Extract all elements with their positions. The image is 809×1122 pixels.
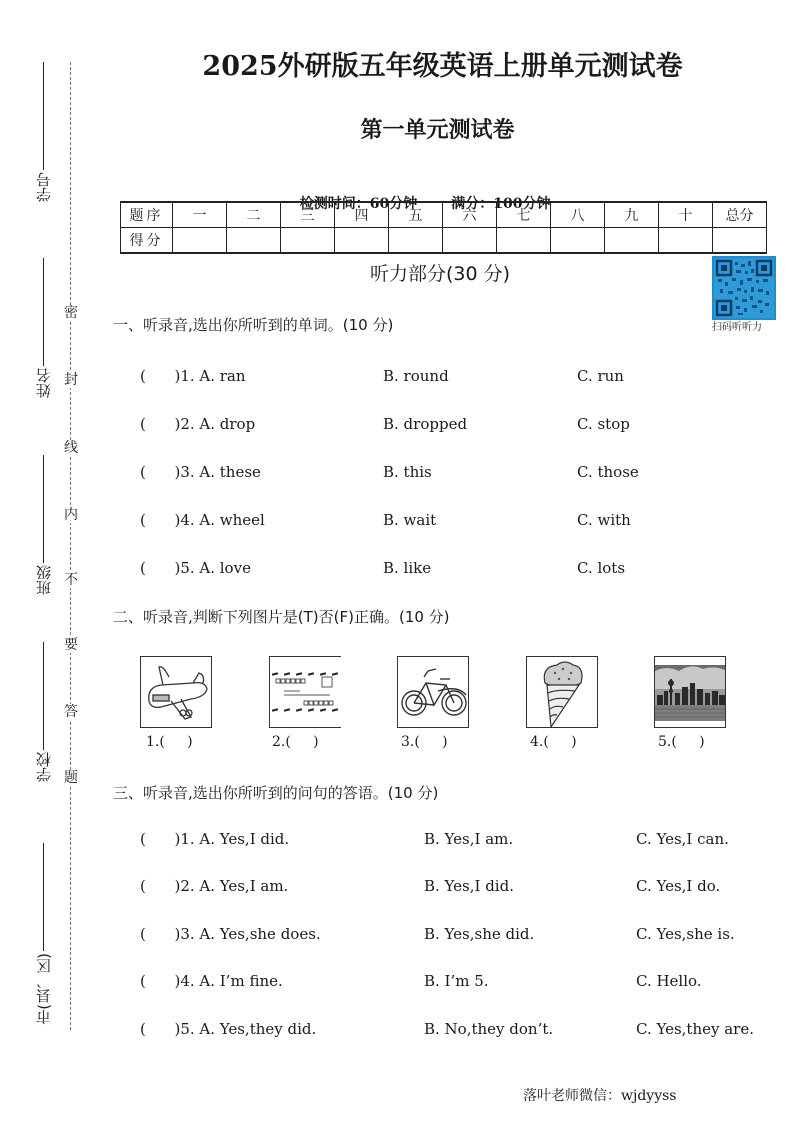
seal-char: 密: [64, 305, 78, 321]
part1-question-2-a: ( )2. A. drop: [140, 415, 256, 433]
score-cell[interactable]: [173, 228, 227, 254]
picture-ice-cream: [526, 656, 598, 728]
part1-title: 一、听录音,选出你所听到的单词。(10 分): [113, 316, 394, 334]
picture-envelope: [269, 656, 341, 728]
score-table-score-row: [121, 228, 767, 254]
seal-char: 不: [64, 572, 78, 588]
picture-airplane: [140, 656, 212, 728]
part3-title: 三、听录音,选出你所听到的问句的答语。(10 分): [113, 784, 439, 802]
bicycle-icon: [398, 657, 469, 728]
city-skyline-icon: [655, 657, 726, 728]
part3-question-5-c: C. Yes,they are.: [636, 1020, 754, 1038]
part3-question-5-b: B. No,they don’t.: [424, 1020, 554, 1038]
part1-question-1-a: ( )1. A. ran: [140, 367, 246, 385]
picture-bicycle: [397, 656, 469, 728]
field-line-school: [43, 642, 44, 750]
seal-char: 线: [64, 440, 78, 456]
seal-line: [70, 62, 71, 1030]
part1-question-1-c: C. run: [577, 367, 624, 385]
field-label-school: 学校: [35, 752, 53, 782]
score-cell[interactable]: [389, 228, 443, 254]
picture-3-answer-label[interactable]: 3.( ): [401, 734, 448, 750]
score-header-cell: 八: [551, 202, 605, 228]
score-cell[interactable]: [659, 228, 713, 254]
part3-question-2-b: B. Yes,I did.: [424, 877, 514, 895]
picture-2-answer-label[interactable]: 2.( ): [272, 734, 319, 750]
qr-caption: 扫码听听力: [712, 322, 762, 333]
field-label-student-id: 学号: [35, 172, 53, 202]
part3-question-1-a: ( )1. A. Yes,I did.: [140, 830, 290, 848]
part3-question-2-a: ( )2. A. Yes,I am.: [140, 877, 289, 895]
full-score-label: 满分：100分钟: [451, 196, 551, 212]
field-line-class: [43, 455, 44, 563]
part1-question-1-b: B. round: [383, 367, 449, 385]
part1-question-3-c: C. those: [577, 463, 639, 481]
seal-char: 题: [64, 770, 78, 786]
part1-question-2-c: C. stop: [577, 415, 630, 433]
seal-char: 答: [64, 704, 78, 720]
score-table: [120, 201, 767, 254]
score-header-cell: 四: [335, 202, 389, 228]
part1-question-5-c: C. lots: [577, 559, 626, 577]
score-header-cell: 七: [497, 202, 551, 228]
score-header-cell: 十: [659, 202, 713, 228]
score-cell[interactable]: [551, 228, 605, 254]
score-header-cell: 六: [443, 202, 497, 228]
picture-4-answer-label[interactable]: 4.( ): [530, 734, 577, 750]
listening-heading: 听力部分(30 分): [369, 263, 511, 285]
score-cell[interactable]: [335, 228, 389, 254]
time-label: 检测时间：60分钟: [299, 196, 418, 212]
score-cell[interactable]: [713, 228, 767, 254]
score-cell[interactable]: [497, 228, 551, 254]
seal-char: 封: [64, 372, 78, 388]
part3-question-4-a: ( )4. A. I’m fine.: [140, 972, 283, 990]
score-header-cell: 三: [281, 202, 335, 228]
score-header-cell: 五: [389, 202, 443, 228]
part3-question-4-b: B. I’m 5.: [424, 972, 489, 990]
part3-question-3-b: B. Yes,she did.: [424, 925, 535, 943]
qr-code-icon[interactable]: [712, 256, 776, 320]
part1-question-4-c: C. with: [577, 511, 631, 529]
score-header-cell: 一: [173, 202, 227, 228]
part3-question-3-c: C. Yes,she is.: [636, 925, 735, 943]
seal-char: 要: [64, 637, 78, 653]
airplane-icon: [141, 657, 212, 728]
score-header-cell: 九: [605, 202, 659, 228]
part1-question-3-a: ( )3. A. these: [140, 463, 261, 481]
part1-question-4-a: ( )4. A. wheel: [140, 511, 265, 529]
part3-question-5-a: ( )5. A. Yes,they did.: [140, 1020, 317, 1038]
score-cell[interactable]: [227, 228, 281, 254]
part3-question-1-c: C. Yes,I can.: [636, 830, 729, 848]
field-label-class: 班级: [35, 565, 53, 595]
field-label-name: 姓名: [35, 368, 53, 398]
picture-1-answer-label[interactable]: 1.( ): [146, 734, 193, 750]
picture-city-skyline: [654, 656, 726, 728]
seal-char: 内: [64, 507, 78, 523]
part1-question-5-b: B. like: [383, 559, 432, 577]
score-header-cell: 总分: [713, 202, 767, 228]
score-cell[interactable]: [605, 228, 659, 254]
unit-subtitle: 第一单元测试卷: [360, 117, 515, 143]
score-row-label: 得分: [121, 228, 173, 254]
part3-question-2-c: C. Yes,I do.: [636, 877, 721, 895]
footer-contact: 落叶老师微信：wjdyyss: [523, 1088, 677, 1104]
score-header-cell: 二: [227, 202, 281, 228]
field-label-district: 市(县、区): [35, 953, 53, 1025]
part1-question-3-b: B. this: [383, 463, 432, 481]
ice-cream-icon: [527, 657, 598, 728]
qr-pattern-icon: [714, 258, 774, 318]
part2-title: 二、听录音,判断下列图片是(T)否(F)正确。(10 分): [113, 608, 450, 626]
part1-question-2-b: B. dropped: [383, 415, 468, 433]
part3-question-1-b: B. Yes,I am.: [424, 830, 514, 848]
envelope-icon: [270, 657, 341, 728]
part1-question-4-b: B. wait: [383, 511, 437, 529]
part1-question-5-a: ( )5. A. love: [140, 559, 251, 577]
document-title: 2025外研版五年级英语上册单元测试卷: [202, 51, 683, 82]
part3-question-4-c: C. Hello.: [636, 972, 702, 990]
part3-question-3-a: ( )3. A. Yes,she does.: [140, 925, 321, 943]
picture-5-answer-label[interactable]: 5.( ): [658, 734, 705, 750]
score-cell[interactable]: [281, 228, 335, 254]
score-table-header-row: [121, 202, 767, 228]
field-line-district: [43, 843, 44, 951]
score-cell[interactable]: [443, 228, 497, 254]
score-header-cell: 题序: [121, 202, 173, 228]
